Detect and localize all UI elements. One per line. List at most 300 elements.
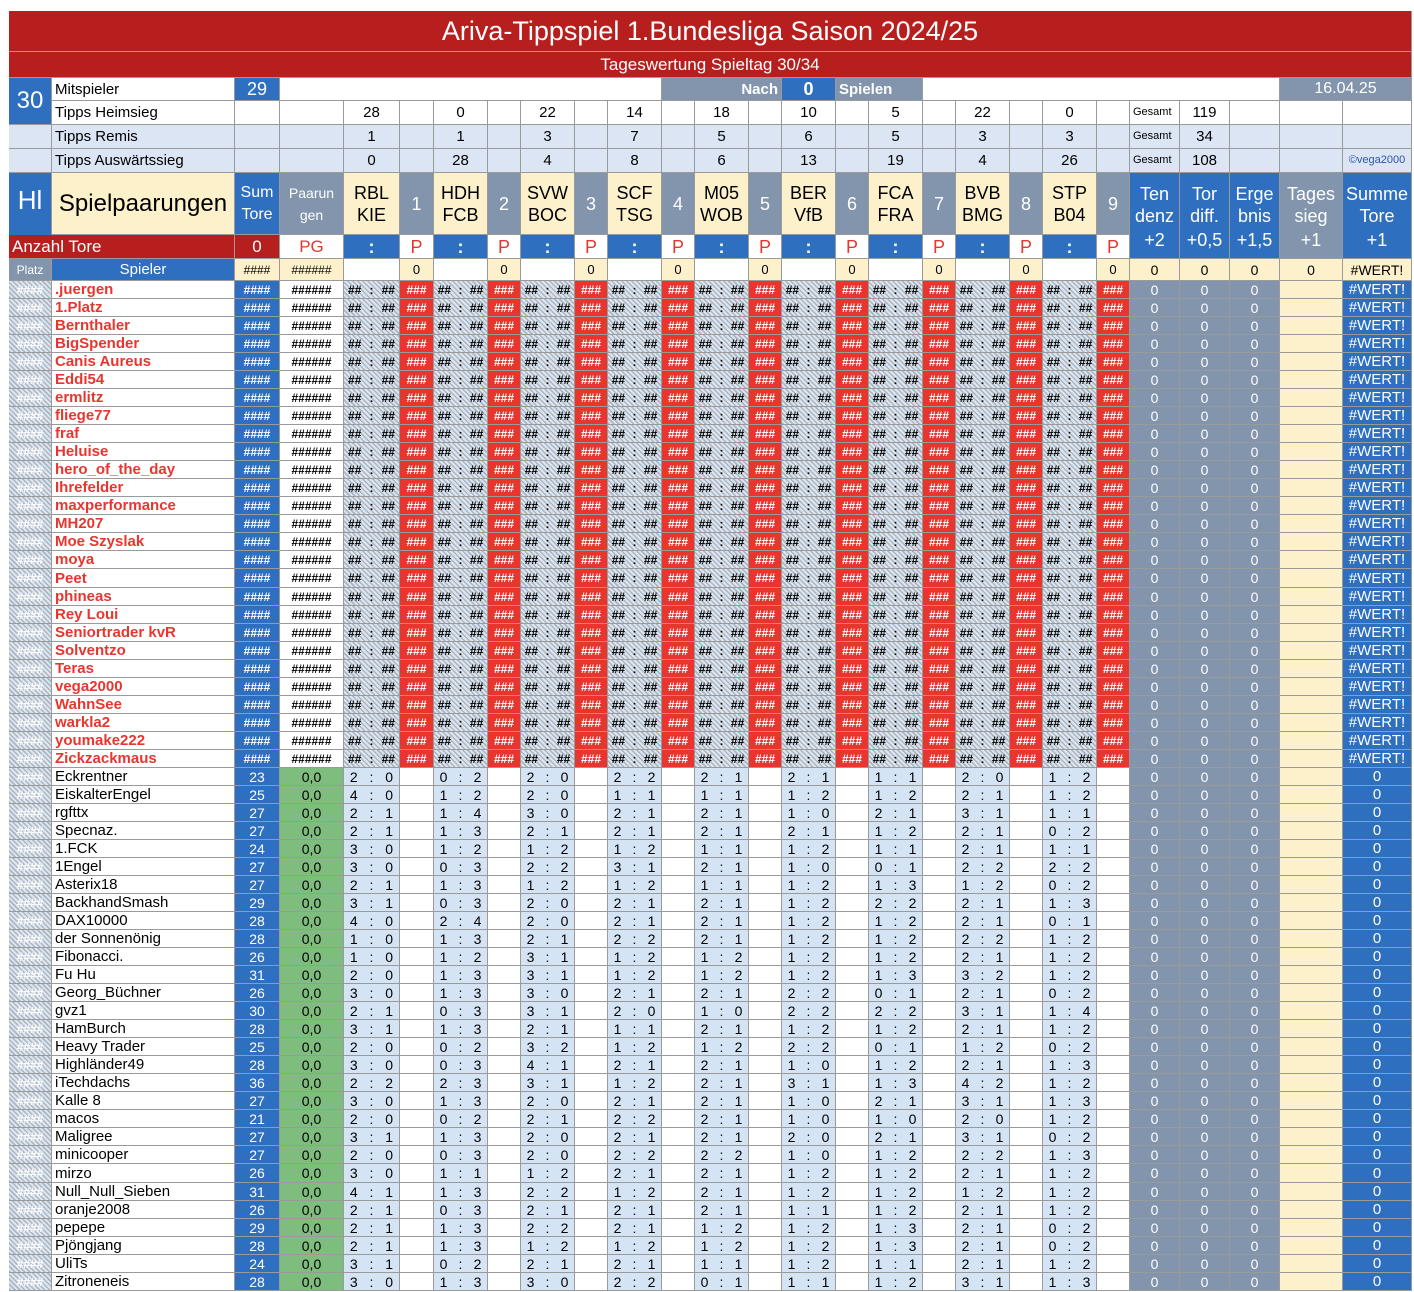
tip-cell[interactable] (782, 1002, 836, 1020)
tip-cell[interactable] (521, 984, 575, 1002)
tip-cell[interactable] (1043, 1038, 1097, 1056)
tip-cell[interactable] (1043, 1164, 1097, 1183)
tip-cell[interactable] (521, 1164, 575, 1183)
tip-cell[interactable] (956, 1164, 1010, 1183)
tip-cell[interactable] (434, 930, 488, 948)
tip-cell[interactable] (344, 1146, 400, 1164)
tip-cell[interactable] (344, 1074, 400, 1092)
tip-cell[interactable] (344, 840, 400, 858)
tip-cell[interactable] (1043, 858, 1097, 876)
tip-cell[interactable] (344, 1255, 400, 1273)
tip-cell[interactable] (782, 894, 836, 912)
tip-cell[interactable] (344, 984, 400, 1002)
tip-cell[interactable] (695, 1219, 749, 1237)
result-input[interactable]: : (695, 235, 749, 259)
tip-cell[interactable] (869, 1219, 923, 1237)
tip-colon: : (806, 408, 811, 423)
tip-cell[interactable] (608, 768, 662, 786)
tip-cell[interactable] (434, 966, 488, 984)
tip-cell[interactable] (956, 984, 1010, 1002)
tip-cell[interactable] (956, 1146, 1010, 1164)
tip-cell[interactable] (344, 1110, 400, 1128)
tip-cell[interactable] (956, 1273, 1010, 1291)
tip-cell[interactable] (521, 1038, 575, 1056)
tip-cell[interactable] (956, 912, 1010, 930)
tip-cell[interactable] (956, 1219, 1010, 1237)
tip-cell[interactable] (521, 876, 575, 894)
tip-colon: : (719, 625, 724, 640)
tip-cell[interactable] (869, 1056, 923, 1074)
tip-cell[interactable] (869, 930, 923, 948)
tip-cell[interactable] (521, 1183, 575, 1201)
tip-cell[interactable] (869, 858, 923, 876)
tip-cell[interactable] (1043, 984, 1097, 1002)
tip-cell[interactable] (521, 1128, 575, 1146)
tip-cell[interactable] (782, 1074, 836, 1092)
tip-cell[interactable] (434, 894, 488, 912)
tip-cell[interactable] (1043, 768, 1097, 786)
tip-cell[interactable] (521, 786, 575, 804)
tip-away: 0 (385, 1092, 394, 1109)
tip-cell[interactable] (434, 876, 488, 894)
tip-cell[interactable] (434, 1002, 488, 1020)
tip-cell[interactable] (608, 1164, 662, 1183)
tip-cell[interactable] (782, 1219, 836, 1237)
tip-cell[interactable] (782, 804, 836, 822)
tip-cell[interactable] (869, 912, 923, 930)
tip-cell[interactable] (344, 822, 400, 840)
tip-cell[interactable] (1043, 1146, 1097, 1164)
tip-cell[interactable] (782, 1020, 836, 1038)
tip-cell[interactable] (521, 1201, 575, 1219)
tip-cell[interactable] (1043, 876, 1097, 894)
tip-cell[interactable] (608, 804, 662, 822)
result-input[interactable]: : (1043, 235, 1097, 259)
tip-cell[interactable] (344, 930, 400, 948)
tip-cell[interactable] (521, 822, 575, 840)
tip-cell[interactable] (608, 1110, 662, 1128)
tip-cell[interactable] (869, 1237, 923, 1255)
tip-cell[interactable] (521, 1074, 575, 1092)
tip-cell[interactable] (869, 1146, 923, 1164)
tip-cell[interactable] (782, 822, 836, 840)
tip-cell[interactable] (869, 1002, 923, 1020)
tip-cell[interactable] (521, 966, 575, 984)
tip-cell[interactable] (344, 894, 400, 912)
tip-cell[interactable] (434, 1273, 488, 1291)
tip-cell[interactable] (344, 948, 400, 966)
tip-cell[interactable] (869, 840, 923, 858)
tip-cell (695, 714, 749, 732)
tip-cell[interactable] (695, 1201, 749, 1219)
tip-cell[interactable] (344, 1237, 400, 1255)
tip-cell[interactable] (956, 786, 1010, 804)
tip-cell[interactable] (782, 912, 836, 930)
tip-cell[interactable] (608, 840, 662, 858)
tip-cell[interactable] (695, 768, 749, 786)
tip-cell[interactable] (521, 1237, 575, 1255)
result-input[interactable]: : (344, 235, 400, 259)
tip-cell[interactable] (521, 1255, 575, 1273)
tip-cell[interactable] (956, 840, 1010, 858)
tip-cell[interactable] (521, 1219, 575, 1237)
tip-cell[interactable] (434, 1201, 488, 1219)
tip-cell[interactable] (869, 876, 923, 894)
tip-cell[interactable] (956, 1020, 1010, 1038)
tip-cell[interactable] (434, 984, 488, 1002)
tip-cell[interactable] (782, 876, 836, 894)
tip-cell[interactable] (521, 1110, 575, 1128)
tip-away: 3 (473, 1237, 482, 1254)
tip-cell[interactable] (608, 966, 662, 984)
tip-cell[interactable] (1043, 1002, 1097, 1020)
tip-cell[interactable] (695, 1020, 749, 1038)
tip-cell[interactable] (344, 966, 400, 984)
tip-cell[interactable] (1043, 1273, 1097, 1291)
tip-cell[interactable] (1043, 1128, 1097, 1146)
tip-cell[interactable] (695, 1146, 749, 1164)
tip-cell[interactable] (1043, 1201, 1097, 1219)
tip-cell[interactable] (434, 1255, 488, 1273)
tip-cell[interactable] (1043, 912, 1097, 930)
tip-cell[interactable] (1043, 948, 1097, 966)
points-cell (1097, 930, 1130, 948)
tip-cell[interactable] (869, 1183, 923, 1201)
tip-cell[interactable] (344, 1020, 400, 1038)
tip-cell[interactable] (521, 948, 575, 966)
tip-cell[interactable] (1043, 1237, 1097, 1255)
result-input[interactable]: : (869, 235, 923, 259)
tip-cell[interactable] (608, 1128, 662, 1146)
tip-cell[interactable] (608, 1074, 662, 1092)
tip-cell[interactable] (956, 966, 1010, 984)
tip-cell[interactable] (1043, 1020, 1097, 1038)
tip-cell[interactable] (869, 1164, 923, 1183)
tip-away: 0 (821, 1146, 830, 1163)
tip-cell[interactable] (956, 1074, 1010, 1092)
tip-away: 1 (734, 822, 743, 839)
tip-cell[interactable] (434, 822, 488, 840)
tip-cell[interactable] (1043, 1183, 1097, 1201)
tagessieg-cell (1280, 606, 1343, 624)
tip-cell[interactable] (1043, 1110, 1097, 1128)
tip-cell[interactable] (869, 1201, 923, 1219)
tip-cell[interactable] (695, 1164, 749, 1183)
tip-cell[interactable] (521, 804, 575, 822)
tip-cell[interactable] (1043, 1255, 1097, 1273)
tip-cell[interactable] (344, 1183, 400, 1201)
tip-cell[interactable] (434, 804, 488, 822)
tip-cell[interactable] (695, 1255, 749, 1273)
tip-cell[interactable] (782, 858, 836, 876)
tip-cell[interactable] (695, 966, 749, 984)
tip-cell[interactable] (869, 1038, 923, 1056)
tip-cell[interactable] (869, 1255, 923, 1273)
tip-cell[interactable] (608, 822, 662, 840)
tip-cell[interactable] (869, 1128, 923, 1146)
tip-cell[interactable] (1043, 1074, 1097, 1092)
tip-colon: : (632, 894, 637, 911)
tip-cell[interactable] (608, 1273, 662, 1291)
p-value: 0 (575, 259, 608, 281)
tip-cell[interactable] (956, 948, 1010, 966)
tip-cell[interactable] (695, 894, 749, 912)
tip-cell[interactable] (608, 1219, 662, 1237)
tip-cell[interactable] (695, 1002, 749, 1020)
tip-cell[interactable] (344, 912, 400, 930)
tip-cell[interactable] (344, 1164, 400, 1183)
tip-cell[interactable] (956, 1038, 1010, 1056)
tip-cell[interactable] (1043, 1092, 1097, 1110)
ergebnis-cell: 0 (1230, 1146, 1280, 1164)
tip-cell[interactable] (695, 1074, 749, 1092)
tip-cell[interactable] (956, 1092, 1010, 1110)
tip-home: ## (872, 751, 887, 766)
tip-colon: : (545, 930, 550, 947)
tip-cell[interactable] (869, 948, 923, 966)
tip-cell[interactable] (869, 894, 923, 912)
tip-cell[interactable] (344, 1273, 400, 1291)
tip-cell[interactable] (434, 1038, 488, 1056)
tip-cell[interactable] (521, 1146, 575, 1164)
tip-cell[interactable] (344, 1038, 400, 1056)
tip-cell[interactable] (782, 1255, 836, 1273)
tip-cell[interactable] (434, 1183, 488, 1201)
tip-cell[interactable] (695, 876, 749, 894)
tip-cell[interactable] (869, 804, 923, 822)
tip-cell[interactable] (956, 1201, 1010, 1219)
tip-cell[interactable] (956, 876, 1010, 894)
result-input[interactable]: : (521, 235, 575, 259)
tip-cell[interactable] (695, 948, 749, 966)
tip-cell[interactable] (521, 1002, 575, 1020)
tip-cell[interactable] (608, 1056, 662, 1074)
tip-cell[interactable] (782, 1056, 836, 1074)
tip-cell[interactable] (434, 1056, 488, 1074)
tip-cell[interactable] (956, 930, 1010, 948)
tip-home: 3 (349, 1165, 358, 1181)
tip-colon: : (632, 768, 637, 785)
tip-cell[interactable] (608, 858, 662, 876)
tip-cell[interactable] (956, 1056, 1010, 1074)
tip-cell[interactable] (608, 948, 662, 966)
tip-colon: : (545, 876, 550, 893)
tip-cell[interactable] (782, 1201, 836, 1219)
tip-cell[interactable] (1043, 804, 1097, 822)
tip-cell[interactable] (956, 1255, 1010, 1273)
tip-cell[interactable] (608, 1038, 662, 1056)
tip-cell[interactable] (782, 1273, 836, 1291)
tip-cell[interactable] (608, 984, 662, 1002)
tip-home: 1 (439, 1219, 448, 1236)
tip-cell[interactable] (344, 1002, 400, 1020)
tip-cell[interactable] (521, 930, 575, 948)
tip-cell[interactable] (344, 1219, 400, 1237)
tip-colon: : (369, 480, 374, 495)
tip-cell[interactable] (344, 768, 400, 786)
tip-cell[interactable] (1043, 822, 1097, 840)
tip-cell[interactable] (608, 1146, 662, 1164)
tip-cell[interactable] (695, 804, 749, 822)
tip-cell[interactable] (521, 1056, 575, 1074)
tip-cell[interactable] (608, 912, 662, 930)
tip-cell[interactable] (344, 876, 400, 894)
tip-cell[interactable] (695, 1092, 749, 1110)
tip-cell[interactable] (344, 858, 400, 876)
tip-cell[interactable] (608, 894, 662, 912)
result-input[interactable]: : (956, 235, 1010, 259)
tip-cell[interactable] (956, 768, 1010, 786)
tip-cell[interactable] (695, 930, 749, 948)
tip-cell[interactable] (695, 1038, 749, 1056)
tip-cell[interactable] (695, 1056, 749, 1074)
tip-cell[interactable] (521, 858, 575, 876)
tip-cell[interactable] (782, 984, 836, 1002)
tip-cell[interactable] (608, 1237, 662, 1255)
tip-cell[interactable] (608, 876, 662, 894)
tip-cell[interactable] (956, 1183, 1010, 1201)
tip-cell[interactable] (956, 1237, 1010, 1255)
tip-cell[interactable] (344, 1056, 400, 1074)
tip-cell[interactable] (782, 1183, 836, 1201)
tip-cell[interactable] (434, 1146, 488, 1164)
tip-cell[interactable] (869, 822, 923, 840)
tip-cell[interactable] (434, 912, 488, 930)
tip-cell[interactable] (782, 1092, 836, 1110)
tip-cell[interactable] (521, 1273, 575, 1291)
paarungen-cell: ###### (280, 750, 344, 768)
tip-cell[interactable] (782, 768, 836, 786)
tip-cell[interactable] (1043, 930, 1097, 948)
tip-cell[interactable] (434, 768, 488, 786)
tip-cell[interactable] (695, 912, 749, 930)
tip-cell[interactable] (344, 786, 400, 804)
tip-cell[interactable] (608, 1002, 662, 1020)
tip-cell[interactable] (434, 1110, 488, 1128)
tip-cell[interactable] (434, 1164, 488, 1183)
tip-cell[interactable] (344, 1092, 400, 1110)
result-input[interactable]: : (434, 235, 488, 259)
tip-cell[interactable] (869, 786, 923, 804)
nach-label: Nach (662, 78, 782, 101)
tip-cell[interactable] (695, 1237, 749, 1255)
tip-cell[interactable] (434, 1074, 488, 1092)
tip-cell[interactable] (782, 786, 836, 804)
tip-cell[interactable] (608, 1183, 662, 1201)
result-input[interactable]: : (608, 235, 662, 259)
tip-cell[interactable] (344, 804, 400, 822)
tip-cell[interactable] (521, 1020, 575, 1038)
tip-cell[interactable] (1043, 1219, 1097, 1237)
tip-cell[interactable] (782, 1164, 836, 1183)
tip-cell[interactable] (344, 1201, 400, 1219)
tip-cell[interactable] (695, 786, 749, 804)
tip-cell[interactable] (956, 858, 1010, 876)
tip-cell[interactable] (695, 840, 749, 858)
tip-colon: : (369, 318, 374, 333)
tip-cell[interactable] (521, 894, 575, 912)
tip-cell[interactable] (434, 948, 488, 966)
tip-cell[interactable] (434, 1020, 488, 1038)
tip-home: ## (1046, 426, 1061, 441)
tip-cell[interactable] (434, 786, 488, 804)
tip-cell[interactable] (956, 894, 1010, 912)
sum-cell: 21 (235, 1110, 280, 1128)
tip-cell[interactable] (782, 1110, 836, 1128)
tip-cell[interactable] (695, 1273, 749, 1291)
tip-cell[interactable] (956, 822, 1010, 840)
tip-home: ## (1046, 715, 1061, 730)
tip-cell[interactable] (434, 840, 488, 858)
tip-cell[interactable] (956, 804, 1010, 822)
tip-cell[interactable] (1043, 894, 1097, 912)
tip-cell[interactable] (521, 1092, 575, 1110)
tip-away: ## (1078, 625, 1093, 640)
tip-cell[interactable] (782, 1146, 836, 1164)
tip-cell[interactable] (869, 1074, 923, 1092)
tip-cell[interactable] (782, 1237, 836, 1255)
tip-cell[interactable] (869, 984, 923, 1002)
tip-cell[interactable] (869, 1020, 923, 1038)
tip-cell[interactable] (608, 1255, 662, 1273)
tip-cell[interactable] (782, 1038, 836, 1056)
tip-cell[interactable] (434, 1237, 488, 1255)
tip-cell[interactable] (956, 1128, 1010, 1146)
tip-cell[interactable] (695, 858, 749, 876)
tip-cell[interactable] (1043, 840, 1097, 858)
tip-cell[interactable] (695, 1183, 749, 1201)
tip-cell[interactable] (782, 966, 836, 984)
tip-cell[interactable] (869, 1110, 923, 1128)
tip-cell[interactable] (695, 822, 749, 840)
tip-cell[interactable] (1043, 1056, 1097, 1074)
tip-cell[interactable] (434, 1128, 488, 1146)
tip-cell[interactable] (521, 768, 575, 786)
tip-cell[interactable] (344, 1128, 400, 1146)
tip-cell[interactable] (956, 1002, 1010, 1020)
tip-cell[interactable] (608, 1092, 662, 1110)
tip-cell[interactable] (434, 1219, 488, 1237)
tip-colon: : (719, 715, 724, 730)
tip-cell[interactable] (608, 930, 662, 948)
tip-cell (434, 335, 488, 353)
tip-cell[interactable] (695, 1128, 749, 1146)
tip-cell[interactable] (434, 1092, 488, 1110)
tip-cell[interactable] (1043, 786, 1097, 804)
tip-cell[interactable] (869, 768, 923, 786)
tip-cell[interactable] (608, 1201, 662, 1219)
tip-cell[interactable] (869, 1273, 923, 1291)
tip-cell[interactable] (782, 948, 836, 966)
tip-cell[interactable] (608, 786, 662, 804)
tip-cell[interactable] (695, 984, 749, 1002)
result-input[interactable]: : (782, 235, 836, 259)
tip-cell[interactable] (695, 1110, 749, 1128)
tip-cell[interactable] (608, 1020, 662, 1038)
paarungen-cell: ###### (280, 443, 344, 461)
tip-cell[interactable] (782, 930, 836, 948)
tip-cell[interactable] (782, 1128, 836, 1146)
tip-cell[interactable] (869, 1092, 923, 1110)
tip-cell[interactable] (521, 912, 575, 930)
tip-cell[interactable] (434, 858, 488, 876)
tip-cell[interactable] (956, 1110, 1010, 1128)
tip-cell[interactable] (869, 966, 923, 984)
tip-cell[interactable] (1043, 966, 1097, 984)
tip-cell (782, 479, 836, 497)
tip-cell[interactable] (782, 840, 836, 858)
tip-cell[interactable] (521, 840, 575, 858)
